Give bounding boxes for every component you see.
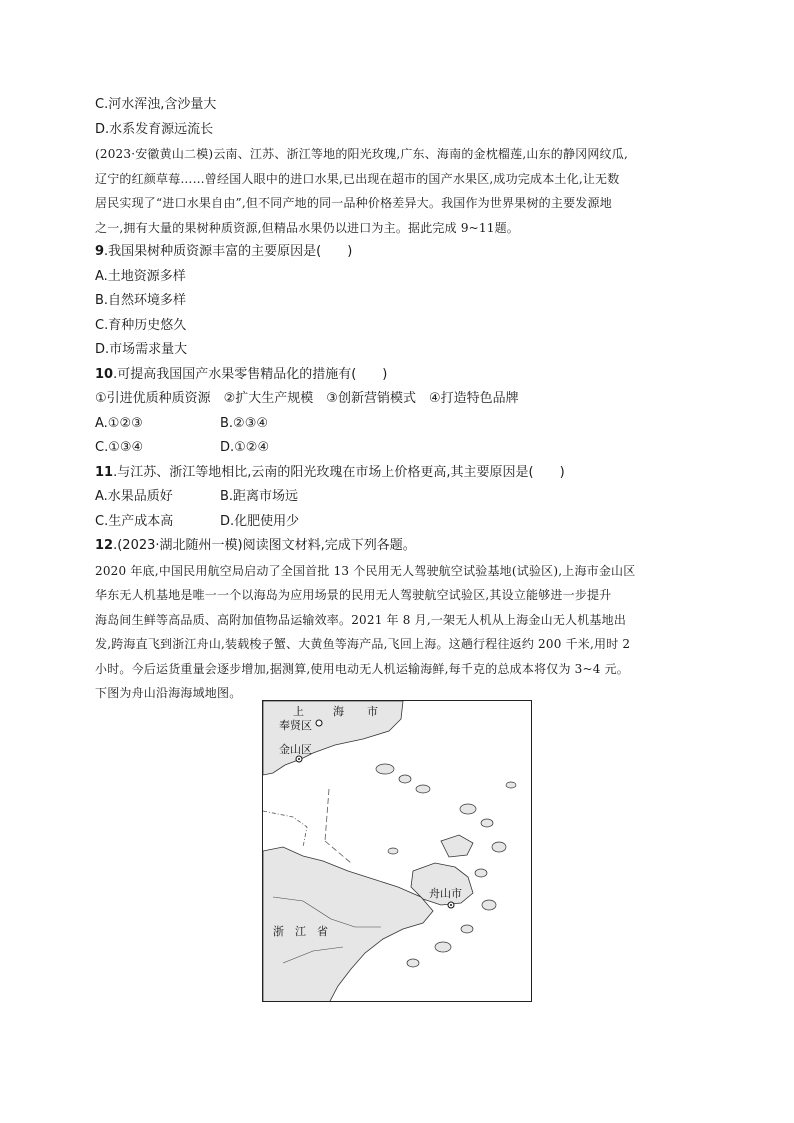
fengxian-point (316, 720, 322, 726)
option-a: A.①②③ (95, 415, 143, 431)
province-boundary (263, 811, 307, 847)
jinshan-point-inner (298, 758, 300, 760)
map-label-zhejiang: 浙 江 省 (273, 925, 328, 938)
question-10 (95, 363, 700, 461)
option-d: D.市场需求量大 (95, 342, 188, 357)
document-page (95, 93, 700, 706)
question-stem: .可提高我国国产水果零售精品化的措施有( ) (113, 366, 388, 382)
map-label-shi: 市 (367, 705, 378, 718)
question-stem: .与江苏、浙江等地相比,云南的阳光玫瑰在市场上价格更高,其主要原因是( ) (113, 464, 565, 480)
island (506, 782, 516, 788)
question-11 (95, 461, 700, 535)
option-d: D.化肥使用少 (220, 513, 300, 529)
option-b: B.距离市场远 (220, 489, 299, 504)
island (475, 869, 487, 877)
island (416, 785, 430, 793)
passage-line: 2020 年底,中国民用航空局启动了全国首批 13 个民用无人驾驶航空试验基地(试验区),上海市金山区 (95, 563, 636, 578)
passage-line: 小时。今后运货重量会逐步增加,据测算,使用电动无人机运输海鲜,每千克的总成本将仅为 3~4 元。 (95, 661, 629, 676)
prev-option-d: D.水系发育源远流长 (95, 121, 214, 137)
question-number: 10 (95, 366, 114, 382)
island (482, 900, 496, 910)
island (407, 959, 419, 967)
option-a: A.水果品质好 (95, 489, 173, 504)
question-number: 11 (95, 464, 114, 480)
map-label-shang: 上 (293, 705, 304, 718)
option-d: D.①②④ (220, 440, 270, 455)
island (376, 764, 394, 774)
question-items: ①引进优质种质资源 ②扩大生产规模 ③创新营销模式 ④打造特色品牌 (95, 391, 519, 406)
island (399, 775, 411, 783)
passage-line: 华东无人机基地是唯一一个以海岛为应用场景的民用无人驾驶航空试验区,其设立能够进一步提升 (95, 588, 612, 602)
passage-line: 辽宁的红颜草莓……曾经国人眼中的进口水果,已出现在超市的国产水果区,成功完成本土化,让无数 (95, 171, 620, 186)
question-stem: .(2023·湖北随州一模)阅读图文材料,完成下列各题。 (113, 538, 416, 553)
island (481, 819, 493, 827)
passage-line: 下图为舟山沿海海域地图。 (95, 686, 242, 700)
passage-line: (2023·安徽黄山二模)云南、江苏、浙江等地的阳光玫瑰,广东、海南的金枕榴莲,山东的静冈网纹瓜, (95, 147, 628, 161)
passage-line: 居民实现了“进口水果自由”,但不同产地的同一品种价格差异大。我国作为世界果树的主要发源地 (95, 196, 612, 210)
prev-option-c: C.河水浑浊,含沙量大 (95, 97, 217, 112)
option-c: C.育种历史悠久 (95, 317, 187, 333)
daishan-island (441, 835, 473, 857)
passage-line: 海岛间生鲜等高品质、高附加值物品运输效率。2021 年 8 月,一架无人机从上海金山无人机基地出 (95, 612, 627, 627)
island (461, 925, 473, 933)
island (388, 848, 398, 854)
map-label-jinshan: 金山区 (279, 743, 312, 756)
option-c: C.生产成本高 (95, 513, 174, 529)
sea-boundary (325, 841, 351, 863)
map-label-fengxian: 奉贤区 (279, 719, 312, 732)
option-b: B.自然环境多样 (95, 293, 187, 308)
passage-line: 之一,拥有大量的果树种质资源,但精品水果仍以进口为主。据此完成 9~11题。 (95, 220, 520, 235)
sea-boundary (325, 789, 329, 841)
question-9 (95, 240, 700, 363)
zhoushan-sea-map (262, 700, 532, 1002)
question-stem: .我国果树种质资源丰富的主要原因是( ) (104, 244, 353, 259)
map-label-hai: 海 (333, 705, 344, 718)
question-number: 9 (95, 244, 105, 259)
question-number: 12 (95, 538, 114, 553)
question-12 (95, 534, 700, 706)
passage-1 (95, 142, 700, 240)
zhoushan-point-inner (450, 904, 452, 906)
island (492, 842, 506, 852)
map-label-zhoushan: 舟山市 (429, 887, 462, 900)
option-a: A.土地资源多样 (95, 268, 186, 284)
option-c: C.①③④ (95, 440, 144, 455)
passage-line: 发,跨海直飞到浙江舟山,装载梭子蟹、大黄鱼等海产品,飞回上海。这趟行程往返约 200 千米,用时 2 (95, 637, 631, 651)
island (460, 804, 476, 814)
option-b: B.②③④ (220, 415, 269, 431)
island (435, 942, 451, 952)
